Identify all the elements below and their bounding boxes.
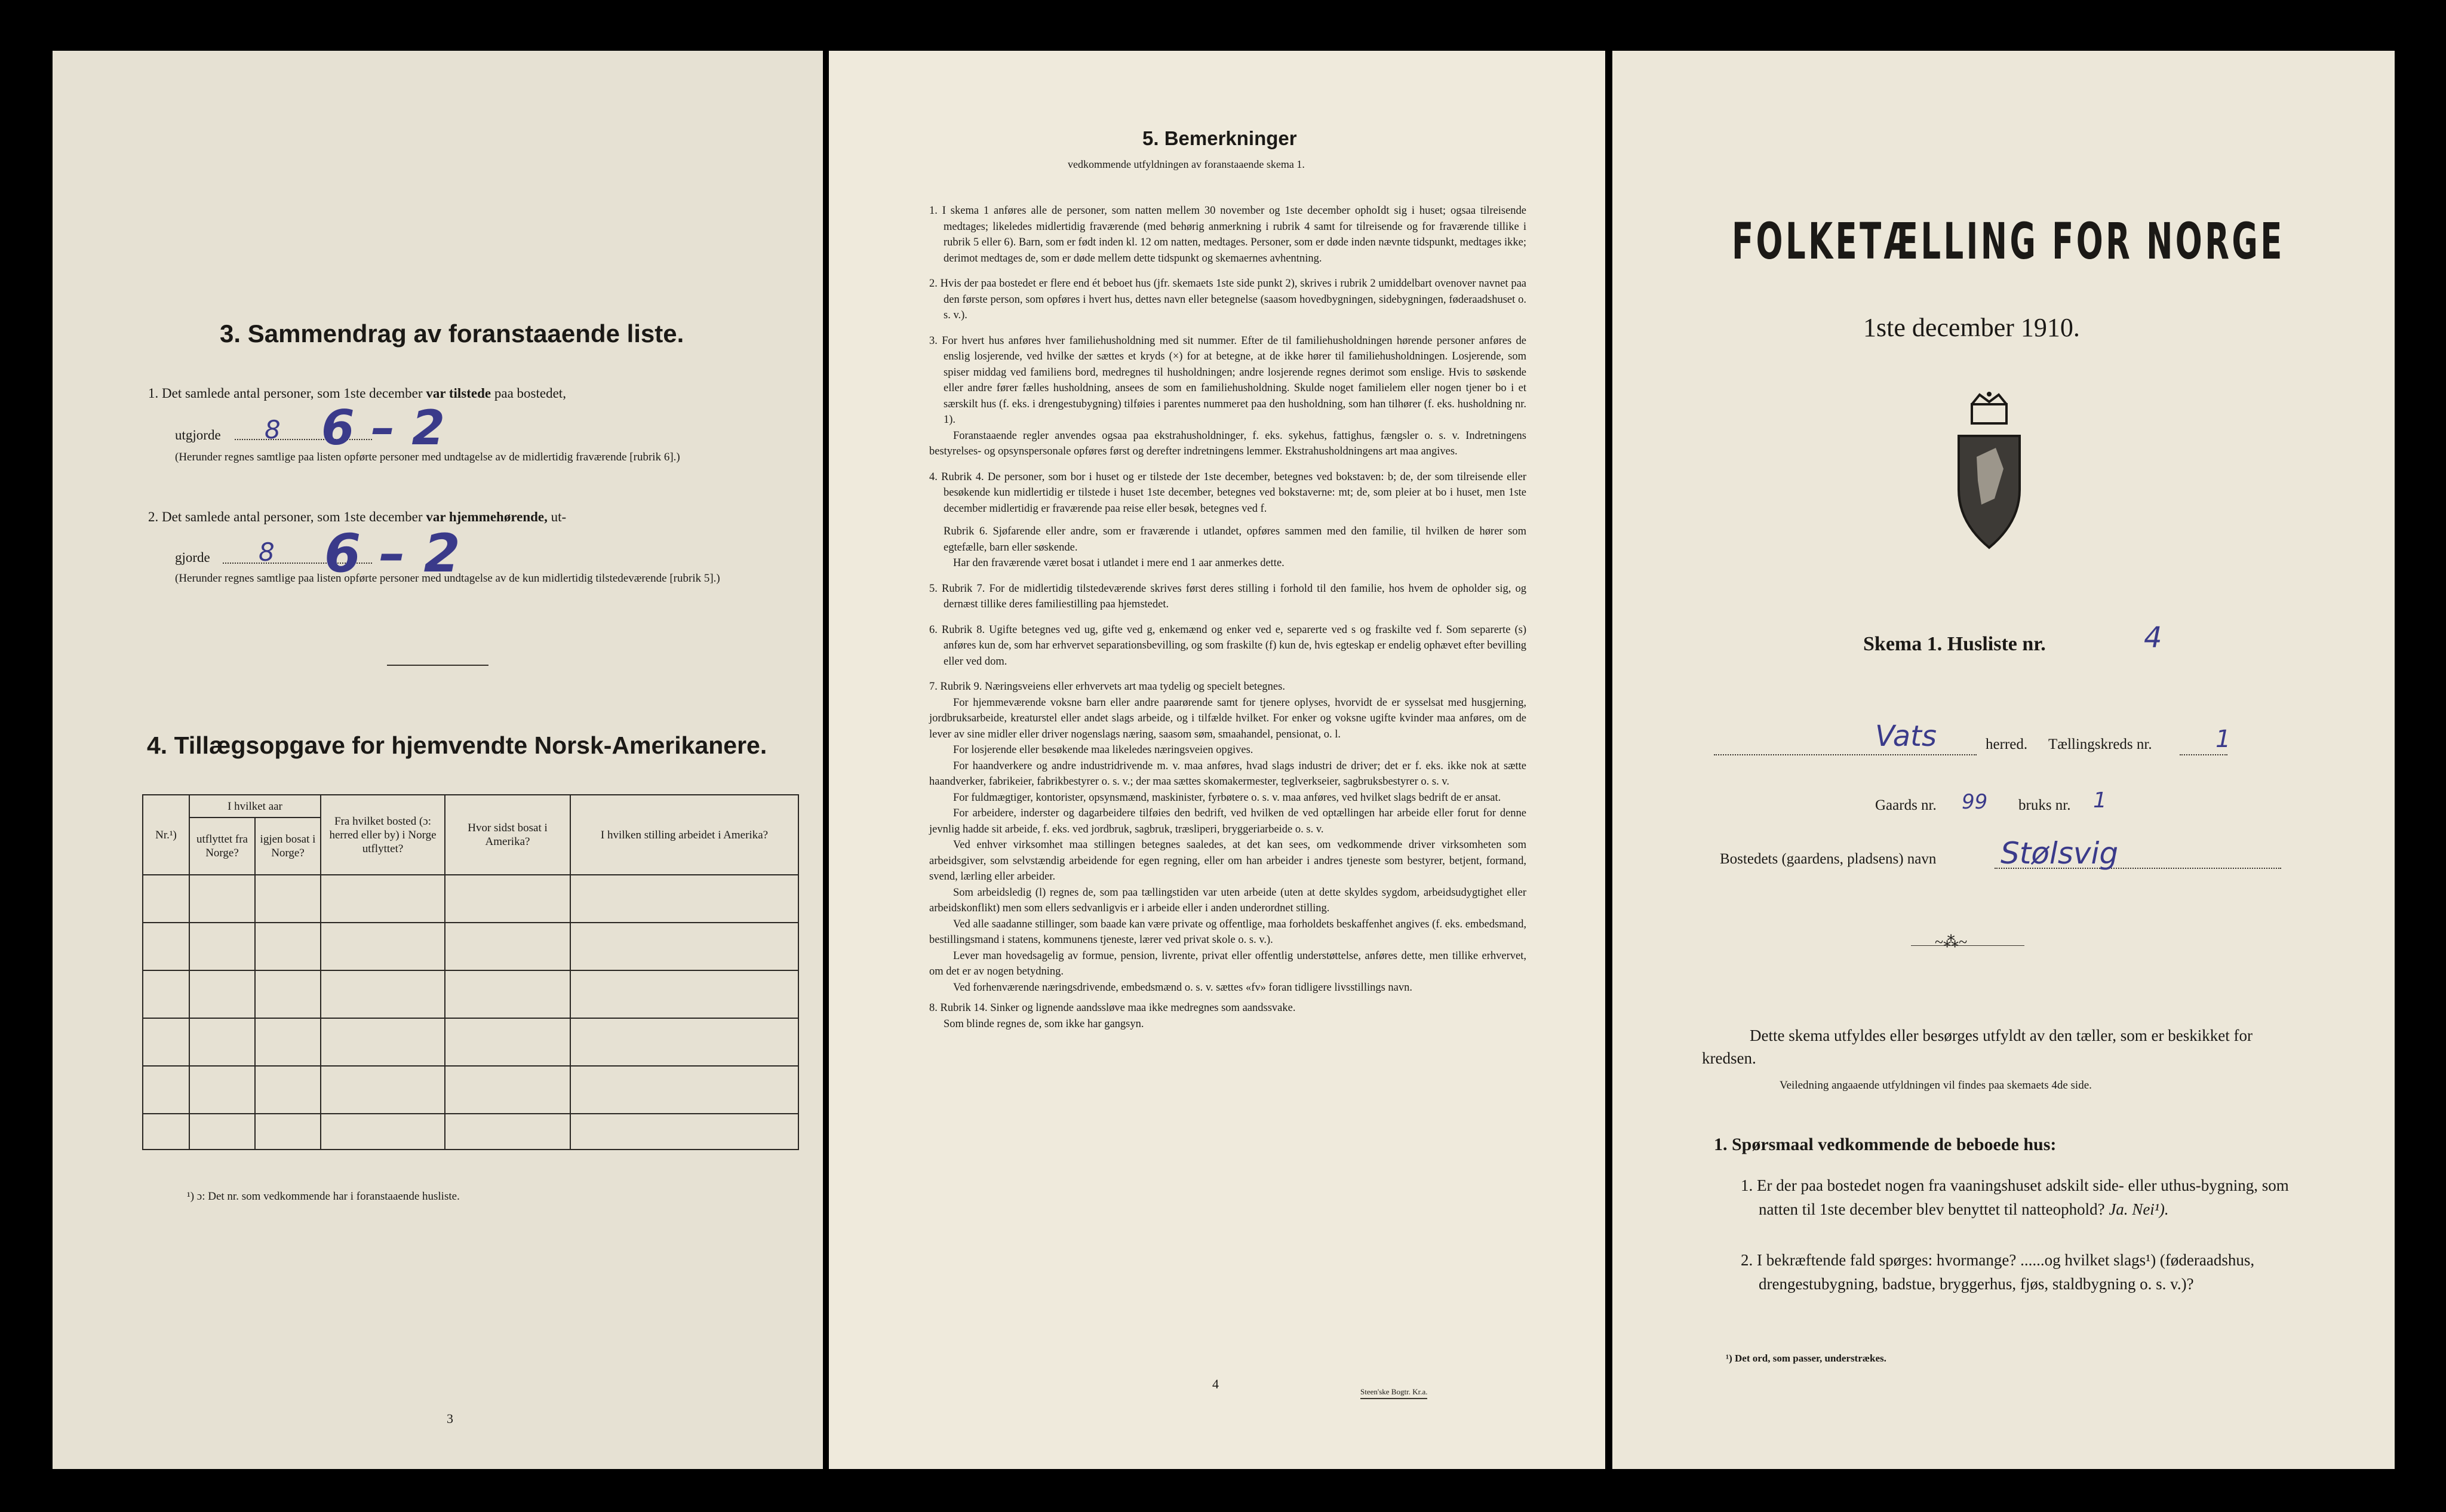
item2-utgjorde: gjorde bbox=[175, 550, 210, 565]
col-stilling: I hvilken stilling arbeidet i Amerika? bbox=[570, 795, 798, 875]
ornament: ~⁂~ bbox=[1935, 933, 1968, 951]
remarks-subtitle: vedkommende utfyldningen av foranstaaende skema 1. bbox=[1068, 158, 1305, 170]
ornament-line bbox=[1911, 945, 2024, 946]
table-row bbox=[143, 875, 798, 923]
remark-7a: For hjemmeværende voksne barn eller andre paarørende samt for tjenere oplyses, hvorvidt de er sysselsat med husgjerning, jordbruksarbeide, kreaturstel eller andet slags arbeide, og i tilfælde hvilket. For enker og voksne ugifte kvinder maa anføres, om de lever av sine midler eller driver nogenslags næring, saasom søm, smaahandel, pensionat, o. l. bbox=[929, 696, 1526, 740]
page-4 bbox=[829, 51, 1605, 1469]
col-hvor-sidst: Hvor sidst bosat i Amerika? bbox=[445, 795, 570, 875]
remarks-list bbox=[929, 203, 1526, 1032]
page-number: 4 bbox=[1212, 1376, 1219, 1391]
item2-text-b: ut- bbox=[551, 509, 567, 524]
intro-text: Dette skema utfyldes eller besørges utfyldt av den tæller, som er beskikket for kredsen. bbox=[1702, 1027, 2253, 1067]
census-title: FOLKETÆLLING FOR NORGE bbox=[1732, 212, 2285, 271]
divider bbox=[387, 665, 488, 666]
questions-heading: 1. Spørsmaal vedkommende de beboede hus: bbox=[1714, 1135, 2057, 1154]
remark-3: 3. For hvert hus anføres hver familiehusholdning med sit nummer. Efter de til familiehusholdningen hørende personer anføres de enslig losjerende, ved hvilke der sættes et kryds (×) for at betegne, at de ikke hører til familiehusholdningen. Losjerende, som spiser middag ved familiens bord, medregnes til husholdningen; andre losjerende regnes derimot som enslige. Hvis to søskende eller andre fører fælles husholdning, ansees de som en familiehusholdning. Skulde noget familielem eller nogen tjener bo i et særskilt hus (f. eks. i drengestubygning) tilføies i parentes nummeret paa den husholdning, som han tilhører (f. eks. husholdning nr. 1). bbox=[929, 334, 1526, 426]
col-fra-hvilket: Fra hvilket bosted (ɔ: herred eller by) i Norge utflyttet? bbox=[321, 795, 445, 875]
table-row bbox=[143, 1114, 798, 1150]
remark-7g: Som arbeidsledig (l) regnes de, som paa tællingstiden var uten arbeide (uten at dette skyldes sygdom, arbeidsudygtighet eller arbeidskonflikt) men som ellers sedvanligvis er i arbeide eller i anden underordnet stilling. bbox=[929, 886, 1526, 914]
bosted-label: Bostedets (gaardens, pladsens) navn bbox=[1720, 851, 1937, 867]
item2-note: (Herunder regnes samtlige paa listen opførte personer med undtagelse av de kun midlertidig tilstedeværende [rubrik 5].) bbox=[175, 572, 720, 585]
remark-8: 8. Rubrik 14. Sinker og lignende aandssløve maa ikke medregnes som aandssvake. bbox=[929, 1002, 1296, 1014]
kreds-value: 1 bbox=[2215, 726, 2231, 753]
remark-5: 5. Rubrik 7. For de midlertidig tilstedeværende skrives først deres stilling i forhold til den familie, hos hvem de opholder sig, og dernæst tillike deres familiestilling paa hjemstedet. bbox=[929, 582, 1526, 610]
remark-3b: Foranstaaende regler anvendes ogsaa paa ekstrahusholdninger, f. eks. sykehus, fattighus, fængsler o. s. v. Indretningens bestyrelses- og opsynspersonale opføres først og derefter indretningens lemmer. Ekstrahusholdningens art maa angives. bbox=[929, 429, 1526, 457]
page-number: 3 bbox=[447, 1411, 453, 1426]
section-4-title: 4. Tillægsopgave for hjemvendte Norsk-Amerikanere. bbox=[147, 732, 767, 759]
printer-mark: Steen'ske Bogtr. Kr.a. bbox=[1360, 1387, 1427, 1399]
item2-value: 8 bbox=[259, 537, 275, 567]
census-date: 1ste december 1910. bbox=[1863, 313, 2080, 342]
page-3 bbox=[53, 51, 823, 1469]
section-3-title: 3. Sammendrag av foranstaaende liste. bbox=[220, 319, 684, 348]
item1-value: 8 bbox=[265, 415, 281, 444]
husliste-nr: 4 bbox=[2144, 621, 2162, 654]
bruks-label: bruks nr. bbox=[2018, 797, 2071, 813]
herred-label: herred. bbox=[1986, 736, 2028, 752]
table-row bbox=[143, 923, 798, 970]
question-1 bbox=[1741, 1173, 2332, 1221]
table-row bbox=[143, 1018, 798, 1066]
col-igjen: igjen bosat i Norge? bbox=[255, 818, 321, 875]
norsk-amerikanere-table bbox=[142, 794, 799, 1150]
item2-handwritten-note: 6 – 2 bbox=[324, 523, 460, 584]
guidance-text: Veiledning angaaende utfyldningen vil findes paa skemaets 4de side. bbox=[1780, 1079, 2092, 1092]
remark-7h: Ved alle saadanne stillinger, som baade kan være private og offentlige, maa forholdets beskaffenhet angives (f. eks. embedsmand, bestillingsmand i statens, kommunens tjeneste, lærer ved privat skole o. s. v.). bbox=[929, 918, 1526, 946]
item1-bold: var tilstede bbox=[426, 386, 491, 401]
item2-text: 2. Det samlede antal personer, som 1ste december bbox=[148, 509, 423, 524]
table-row bbox=[143, 970, 798, 1018]
bruks-value: 1 bbox=[2093, 788, 2107, 813]
remark-1: 1. I skema 1 anføres alle de personer, som natten mellem 30 november og 1ste december ophoIdt sig i huset; ogsaa tilreisende medtages; likeledes midlertidig fraværende (med behørig anmerkning i rubrik 4 samt for tilreisende og for fraværende tillike i rubrik 5 eller 6). Barn, som er født inden kl. 12 om natten, medtages. Personer, som er døde inden nævnte tidspunkt, medtages ikke; derimot medtages de, som er døde mellem dette tidspunkt og skemaernes avhentning. bbox=[929, 205, 1526, 265]
remarks-title: 5. Bemerkninger bbox=[1142, 127, 1297, 149]
page1-footnote: ¹) Det ord, som passer, understrækes. bbox=[1726, 1353, 1886, 1364]
herred-value: Vats bbox=[1875, 720, 1937, 753]
kreds-label: Tællingskreds nr. bbox=[2048, 736, 2152, 752]
remark-4: 4. Rubrik 4. De personer, som bor i huset og er tilstede der 1ste december, betegnes ved bokstaven: b; de, der som tilreisende eller besøkende kun midlertidig er tilstede i huset 1ste december, betegnes ved bokstaverne: mt; de, som pleier at bo i huset, men 1ste december midlertidig er fraværende paa reise eller besøk, betegnes ved f. bbox=[929, 471, 1526, 515]
question-1-answer: Ja. Nei¹). bbox=[2109, 1200, 2169, 1218]
remark-7j: Ved forhenværende næringsdrivende, embedsmænd o. s. v. sættes «fv» foran tidligere livsstillings navn. bbox=[953, 981, 1413, 994]
coat-of-arms-icon bbox=[1953, 391, 2026, 549]
remark-7i: Lever man hovedsagelig av formue, pension, livrente, privat eller offentlig understøttelse, anføres dette, men tillike erhvervet, om det er av nogen betydning. bbox=[929, 949, 1526, 978]
remark-7b: For losjerende eller besøkende maa likeledes næringsveien opgives. bbox=[953, 744, 1253, 756]
kreds-line bbox=[2180, 754, 2227, 755]
remark-7c: For haandverkere og andre industridrivende m. v. maa anføres, hvad slags industri de driver; det er f. eks. ikke nok at sætte haandverker, fabrikeier, fabrikbestyrer o. s. v.; der maa sættes skomakermester, teglverkseier, sagbruksbestyrer o. s. v. bbox=[929, 760, 1526, 788]
table-row bbox=[143, 1066, 798, 1114]
gaards-label: Gaards nr. bbox=[1875, 797, 1937, 813]
remark-7: 7. Rubrik 9. Næringsveiens eller erhvervets art maa tydelig og specielt betegnes. bbox=[929, 681, 1285, 693]
summary-item-2 bbox=[148, 506, 799, 528]
item1-text: 1. Det samlede antal personer, som 1ste december bbox=[148, 386, 423, 401]
remark-6: 6. Rubrik 8. Ugifte betegnes ved ug, gifte ved g, enkemænd og enker ved e, separerte ved s og fraskilte ved f. Som separerte (s) anføres kun de, som har erhvervet separationsbevilling, og som fraskilte (f) kun de, hvis egteskap er endelig ophævet efter bevilling eller ved dom. bbox=[929, 623, 1526, 668]
herred-line bbox=[1714, 754, 1977, 755]
item1-utgjorde: utgjorde bbox=[175, 428, 221, 442]
summary-item-1 bbox=[148, 382, 799, 405]
remark-4c: Har den fraværende været bosat i utlandet i mere end 1 aar anmerkes dette. bbox=[953, 557, 1285, 569]
col-nr: Nr.¹) bbox=[143, 795, 189, 875]
table-footnote: ¹) ɔ: Det nr. som vedkommende har i foranstaaende husliste. bbox=[187, 1190, 460, 1203]
item1-note: (Herunder regnes samtlige paa listen opførte personer med undtagelse av de midlertidig fraværende [rubrik 6].) bbox=[175, 451, 680, 463]
remark-7d: For fuldmægtiger, kontorister, opsynsmænd, maskinister, fyrbøtere o. s. v. maa anføres, ved hvilket slags bedrift de er ansat. bbox=[953, 791, 1501, 804]
question-1-text: 1. Er der paa bostedet nogen fra vaaningshuset adskilt side- eller uthus-bygning, som natten til 1ste december blev benyttet til natteophold? bbox=[1741, 1176, 2289, 1218]
schema-label: Skema 1. Husliste nr. bbox=[1863, 633, 2046, 655]
page-1 bbox=[1612, 51, 2395, 1469]
col-group-year: I hvilket aar bbox=[189, 795, 321, 818]
question-2: 2. I bekræftende fald spørges: hvormange? ......og hvilket slags¹) (føderaadshus, drengestubygning, badstue, bryggerhus, fjøs, staldbygning o. s. v.)? bbox=[1741, 1251, 2255, 1293]
col-utflyttet: utflyttet fra Norge? bbox=[189, 818, 255, 875]
remark-7e: For arbeidere, inderster og dagarbeidere tilføies den bedrift, ved hvilken de ved optællingen har arbeide eller forut for denne jevnlig hadde sit arbeide, f. eks. ved jordbruk, sagbruk, træsliperi, bryggeriarbeide o. s. v. bbox=[929, 807, 1526, 835]
remark-2: 2. Hvis der paa bostedet er flere end ét beboet hus (jfr. skemaets 1ste side punkt 2), skrives i rubrik 2 umiddelbart ovenover navnet paa den første person, som opføres i hvert hus, dettes navn eller betegnelse (saasom hovedbygningen, sidebygningen, føderaadshuset o. s. v.). bbox=[929, 278, 1526, 321]
remark-7f: Ved enhver virksomhet maa stillingen betegnes saaledes, at det kan sees, om vedkommende driver virksomheten som arbeidsgiver, som selvstændig arbeidende for egen regning, eller om han arbeider i andres tjeneste som bestyrer, betjent, formand, svend, lærling eller arbeider. bbox=[929, 839, 1526, 883]
remark-4b: Rubrik 6. Sjøfarende eller andre, som er fraværende i utlandet, opføres sammen med den familie, til hvilken de hører som egtefælle, barn eller søskende. bbox=[944, 525, 1526, 554]
item2-bold: var hjemmehørende, bbox=[426, 509, 548, 524]
bosted-value: Stølsvig bbox=[2001, 836, 2119, 871]
remark-8b: Som blinde regnes de, som ikke har gangsyn. bbox=[944, 1018, 1144, 1030]
item1-text-b: paa bostedet, bbox=[494, 386, 566, 401]
gaards-value: 99 bbox=[1962, 790, 1988, 814]
item1-handwritten-note: 6 – 2 bbox=[321, 400, 445, 456]
